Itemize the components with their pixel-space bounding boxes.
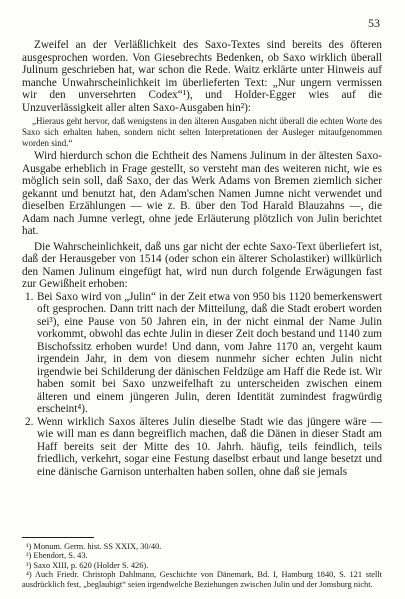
- body-paragraph: Wird hierdurch schon die Echtheit des Namens Julinum in der ältesten Saxo-Ausgabe erheblich in Frage gestellt, so versteht man des weiteren nicht, wie es möglich sein soll, daß Saxo, der das Werk Adams von Bremen ziemlich sicher gekannt und benutzt hat, den Adam'schen Namen Jumne nicht verwendet und dieselben Erzählungen — wie z. B. über den Tod Harald Blauzahns —, die Adam nach Jumne verlegt, ohne jede Erläuterung plötzlich von Julin berichtet hat.: [22, 150, 382, 238]
- page-number: 53: [368, 16, 380, 30]
- footnote: [22, 570, 382, 589]
- footnote-marker: ¹): [26, 541, 32, 551]
- list-item: [22, 416, 382, 479]
- list-item-number: 1.: [25, 290, 34, 303]
- footnote-text: Ebendort, S. 43.: [33, 551, 88, 560]
- footnote-marker: ³): [26, 560, 32, 570]
- footnote-marker: ⁴): [26, 570, 32, 579]
- footnote-marker: ²): [26, 551, 32, 560]
- footnote: [22, 561, 382, 571]
- footnotes: [22, 537, 382, 590]
- footnote-text: Monum. Germ. hist. SS XXIX, 30/40.: [33, 541, 162, 551]
- footnote-text: Saxo XIII, p. 620 (Holder S. 426).: [33, 560, 149, 570]
- list-item: [22, 291, 382, 416]
- footnote: [22, 551, 382, 561]
- footnote-rule: [22, 537, 94, 538]
- list-item-text: Wenn wirklich Saxos älteres Julin dieselbe Stadt wie das jüngere wäre — wie will man es dann begreiflich machen, daß die Dänen in dieser Stadt am Haff bereits seit der Mitte des 10. Jahrh. häufig, teils feindlich, teils friedlich, verkehrt, sogar eine Festung daselbst erbaut und lange besetzt und eine dänische Garnison unterhalten haben sollen, ohne daß sie jemals: [37, 415, 382, 478]
- footnote-text: Auch Friedr. Christoph Dahlmann, Geschichte von Dänemark, Bd. I, Hamburg 1840, S. 121 stellt ausdrücklich fest, „beglaubigt“ seien irgendwelche Beziehungen zwischen Julin und der Jomsburg nicht.: [22, 570, 382, 589]
- numbered-list: [22, 291, 382, 479]
- main-text: [22, 39, 382, 478]
- footnote: [22, 542, 382, 552]
- list-item-number: 2.: [25, 415, 34, 428]
- block-quote: „Hieraus geht hervor, daß wenigstens in den älteren Ausgaben nicht überall die echten Worte des Saxo sich erhalten haben, sondern nicht selten Interpretationen der Ausleger mitaufgenommen worden sind.“: [22, 116, 382, 148]
- list-item-text: Bei Saxo wird von „Julin“ in der Zeit etwa von 950 bis 1120 bemerkenswert oft gesprochen. Dann tritt nach der Mitteilung, daß die Stadt erobert worden sei³), eine Pause von 50 Jahren ein, in der nicht einmal der Name Julin vorkommt, obwohl das echte Julin in dieser Zeit doch bestand und 1140 zum Bischofssitz erhoben wurde! Und dann, vom Jahre 1170 an, vergeht kaum irgendein Jahr, in dem von diesem nunmehr sicher echten Julin nicht irgendwie bei Schilderung der dänischen Feldzüge am Haff die Rede ist. Wir haben somit bei Saxo unzweifelhaft zu unterscheiden zwischen einem älteren und einem jüngeren Julin, deren Identität zumindest fragwürdig erscheint⁴).: [37, 290, 382, 416]
- body-paragraph: Zweifel an der Verläßlichkeit des Saxo-Textes sind bereits des öfteren ausgesprochen worden. Von Giesebrechts Bedenken, ob Saxo wirklich überall Julinum geschrieben hat, war schon die Rede. Waitz erklärte unter Hinweis auf manche Unwahrscheinlichkeit im überlieferten Text: „Nur ungern vermissen wir den unversehrten Codex“¹), und Holder-Egger wies auf die Unzuverlässigkeit aller alten Saxo-Ausgaben hin²):: [22, 39, 382, 114]
- body-paragraph: Die Wahrscheinlichkeit, daß uns gar nicht der echte Saxo-Text überliefert ist, daß der Herausgeber von 1514 (oder schon ein älterer Scholastiker) willkürlich den Namen Julinum eingefügt hat, wird nun durch folgende Erwägungen fast zur Gewißheit erhoben:: [22, 240, 382, 291]
